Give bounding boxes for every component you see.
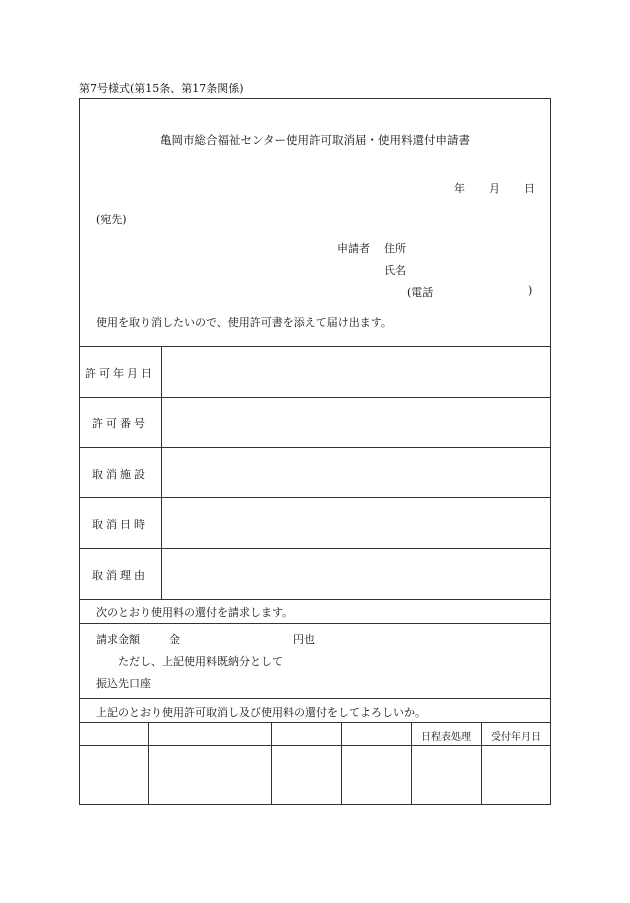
date-month-label: 月 (489, 182, 500, 195)
office-header-reception-date: 受付年月日 (491, 732, 541, 743)
amount-kin-label: 金 (169, 633, 180, 646)
form-number: 第7号様式(第15条、第17条関係) (79, 82, 244, 95)
divider (79, 397, 551, 398)
date-day-label: 日 (524, 182, 535, 195)
office-header-schedule-processing: 日程表処理 (421, 732, 471, 743)
addressee-label: (宛先) (96, 213, 127, 226)
divider (79, 623, 551, 624)
office-table-column-divider (271, 722, 272, 805)
row-label-permit-number: 許可番号 (92, 417, 148, 430)
approval-question: 上記のとおり使用許可取消し及び使用料の還付をしてよろしいか。 (96, 706, 426, 719)
address-label: 住所 (384, 242, 406, 255)
row-label-cancellation-reason: 取消理由 (92, 569, 148, 582)
divider (79, 346, 551, 347)
row-label-permit-date: 許可年月日 (85, 367, 155, 380)
divider (79, 497, 551, 498)
row-label-cancelled-datetime: 取消日時 (92, 518, 148, 531)
row-label-cancelled-facility: 取消施設 (92, 468, 148, 481)
date-year-label: 年 (454, 182, 465, 195)
divider (79, 447, 551, 448)
phone-close-paren: ) (528, 284, 533, 297)
refund-note: ただし、上記使用料既納分として (118, 655, 283, 668)
office-table-column-divider (148, 722, 149, 805)
amount-label: 請求金額 (96, 633, 140, 646)
name-label: 氏名 (384, 264, 406, 277)
divider (79, 698, 551, 699)
amount-yen-label: 円也 (293, 633, 315, 646)
refund-request-statement: 次のとおり使用料の還付を請求します。 (96, 606, 294, 619)
applicant-label: 申請者 (337, 242, 370, 255)
divider (79, 548, 551, 549)
form-title: 亀岡市総合福祉センター使用許可取消届・使用料還付申請書 (159, 133, 471, 147)
bank-account-label: 振込先口座 (96, 677, 151, 690)
office-table-column-divider (341, 722, 342, 805)
cancellation-statement: 使用を取り消したいので、使用許可書を添えて届け出ます。 (96, 316, 392, 329)
phone-label: (電話 (407, 286, 434, 299)
label-column-divider (161, 346, 162, 599)
divider (79, 599, 551, 600)
